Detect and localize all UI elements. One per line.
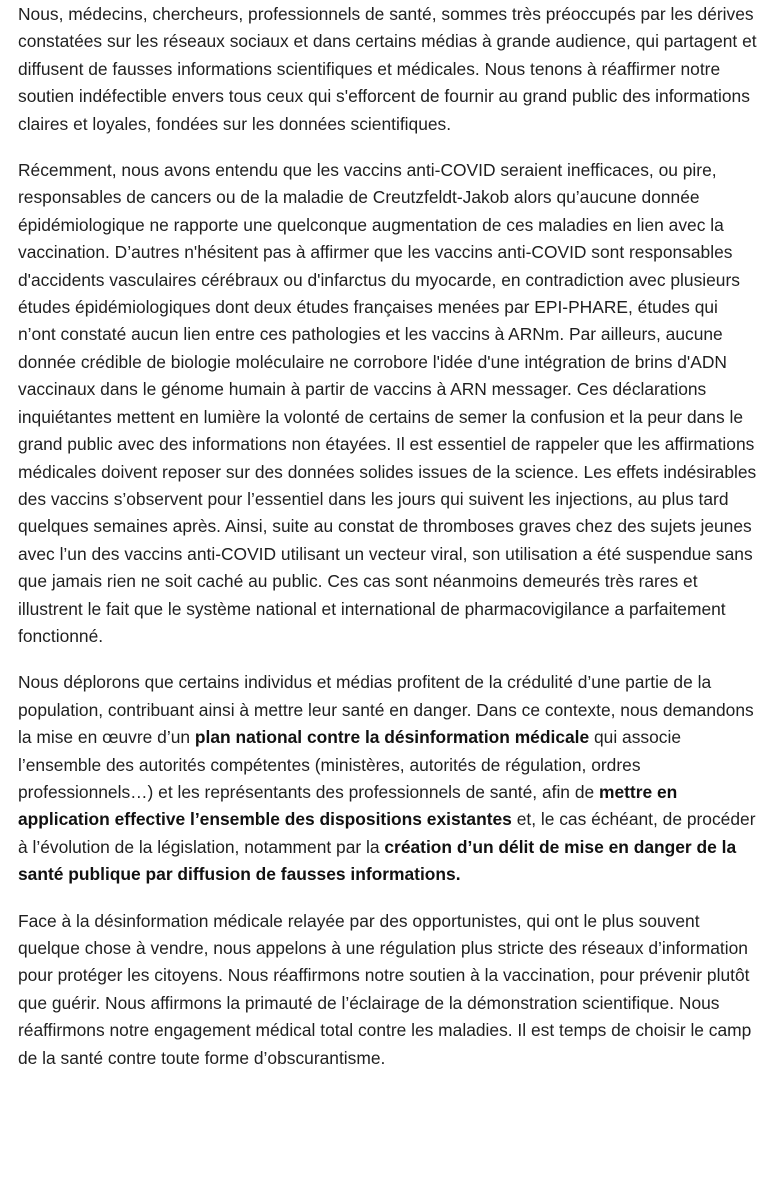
paragraph-vaccines: Récemment, nous avons entendu que les vaccins anti-COVID seraient inefficaces, ou pire, responsables de cancers ou de la maladie de Creutzfeldt-Jakob alors qu’aucune donnée épidémiologique ne rapporte une quelconque augmentation de ces maladies en lien avec la vaccination. D’autres n'hésitent pas à affirmer que les vaccins anti-COVID sont responsables d'accidents vasculaires cérébraux ou d'infarctus du myocarde, en contradiction avec plusieurs études épidémiologiques dont deux études françaises menées par EPI-PHARE, études qui n’ont constaté aucun lien entre ces pathologies et les vaccins à ARNm. Par ailleurs, aucune donnée crédible de biologie moléculaire ne corrobore l'idée d'une intégration de brins d'ADN vaccinaux dans le génome humain à partir de vaccins à ARN messager. Ces déclarations inquiétantes mettent en lumière la volonté de certains de semer la confusion et la peur dans le grand public avec des informations non étayées. Il est essentiel de rappeler que les affirmations médicales doivent reposer sur des données solides issues de la science. Les effets indésirables des vaccins s’observent pour l’essentiel dans les jours qui suivent les injections, au plus tard quelques semaines après. Ainsi, suite au constat de thromboses graves chez des sujets jeunes avec l’un des vaccins anti-COVID utilisant un vecteur viral, son utilisation a été suspendue sans que jamais rien ne soit caché au public. Ces cas sont néanmoins demeurés très rares et illustrent le fait que le système national et international de pharmacovigilance a parfaitement fonctionné. [18,160,757,646]
demands-bold-offense: création d’un délit de mise en danger de la santé publique par diffusion de fausses informations. [18,836,737,885]
demands-text-1: Nous déplorons que certains individus et médias profitent de la crédulité d’une partie de la population, contribuant ainsi à mettre leur santé en danger. Dans ce contexte, nous demandons la mise en œuvre d’un [18,672,754,748]
demands-text-3: et, le cas échéant, de procéder à l’évolution de la législation, notamment par la [18,809,756,857]
paragraph-demands [18,669,759,888]
article-body [0,1,777,1072]
paragraph-intro: Nous, médecins, chercheurs, professionnels de santé, sommes très préoccupés par les dérives constatées sur les réseaux sociaux et dans certains médias à grande audience, qui partagent et diffusent de fausses informations scientifiques et médicales. Nous tenons à réaffirmer notre soutien indéfectible envers tous ceux qui s'efforcent de fournir au grand public des informations claires et loyales, fondées sur les données scientifiques. [18,4,757,134]
demands-text-2: qui associe l’ensemble des autorités compétentes (ministères, autorités de régulation, ordres professionnels…) et les représentants des professionnels de santé, afin de [18,727,682,802]
demands-bold-plan: plan national contre la désinformation médicale [194,727,590,748]
demands-bold-application: mettre en application effective l’ensemble des dispositions existantes [18,781,678,830]
paragraph-conclusion: Face à la désinformation médicale relayée par des opportunistes, qui ont le plus souvent quelque chose à vendre, nous appelons à une régulation plus stricte des réseaux d’information pour protéger les citoyens. Nous réaffirmons notre soutien à la vaccination, pour prévenir plutôt que guérir. Nous affirmons la primauté de l’éclairage de la démonstration scientifique. Nous réaffirmons notre engagement médical total contre les maladies. Il est temps de choisir le camp de la santé contre toute forme d’obscurantisme. [18,910,752,1068]
